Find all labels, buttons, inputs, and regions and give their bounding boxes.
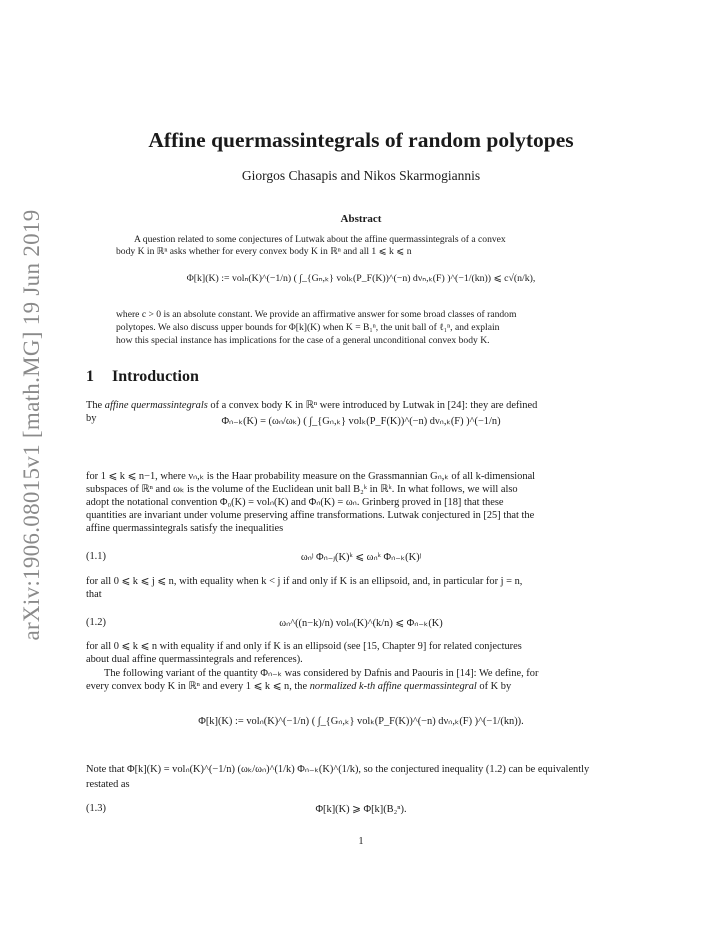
equation-1-2: ωₙ^((n−k)/n) volₙ(K)^(k/n) ⩽ Φₙ₋ₖ(K) xyxy=(279,618,443,629)
paragraph-line: for all 0 ⩽ k ⩽ n with equality if and only if K is an ellipsoid (see [15, Chapter 9] for related conjectures xyxy=(86,641,522,652)
abstract-line: how this special instance has implications for the case of a general unconditional convex body K. xyxy=(116,335,490,346)
text-run: of K by xyxy=(476,681,512,692)
abstract-line: body K in ℝⁿ asks whether for every convex body K in ℝⁿ and all 1 ⩽ k ⩽ n xyxy=(116,246,412,257)
paragraph-line: about dual affine quermassintegrals and references). xyxy=(86,654,303,665)
equation-1-3: Φ[k](K) ⩾ Φ[k](B₂ⁿ). xyxy=(315,804,407,815)
abstract-heading: Abstract xyxy=(340,213,382,225)
paragraph-line xyxy=(86,680,636,693)
paragraph-line: subspaces of ℝⁿ and ωₖ is the volume of the Euclidean unit ball B₂ᵏ in ℝᵏ. In what follows, we will also xyxy=(86,484,518,495)
paragraph-line: by xyxy=(86,413,97,424)
paragraph-line: that xyxy=(86,589,102,600)
abstract-line: where c > 0 is an absolute constant. We provide an affirmative answer for some broad classes of random xyxy=(116,309,517,320)
equation-normalized-quermassintegral: Φ[k](K) := volₙ(K)^(−1/n) ( ∫_{Gₙ,ₖ} volₖ(P_F(K))^(−n) dνₙ,ₖ(F) )^(−1/(kn)). xyxy=(198,716,524,727)
text-run: The xyxy=(86,400,105,411)
equation-number: (1.1) xyxy=(86,551,106,562)
equation-number: (1.2) xyxy=(86,617,106,628)
paragraph-line: for 1 ⩽ k ⩽ n−1, where νₙ,ₖ is the Haar probability measure on the Grassmannian Gₙ,ₖ of all k-dimensional xyxy=(86,471,536,482)
text-run: every convex body K in ℝⁿ and every 1 ⩽ k ⩽ n, the xyxy=(86,681,310,692)
page-number: 1 xyxy=(358,836,364,847)
equation-number: (1.3) xyxy=(86,803,106,814)
emphasis-text: affine quermassintegrals xyxy=(104,400,208,411)
section-number: 1 xyxy=(86,368,94,385)
paragraph-line: The following variant of the quantity Φₙ₋ₖ was considered by Dafnis and Paouris in [14]: We define, for xyxy=(104,668,539,679)
paragraph-line: affine quermassintegrals satisfy the inequalities xyxy=(86,523,284,534)
arxiv-stamp-text: arXiv:1906.08015v1 [math.MG] 19 Jun 2019 xyxy=(19,209,44,641)
paper-title: Affine quermassintegrals of random polytopes xyxy=(148,128,574,152)
paragraph-line: restated as xyxy=(86,779,130,790)
section-title: Introduction xyxy=(112,368,199,385)
paragraph-line: Note that Φ[k](K) = volₙ(K)^(−1/n) (ωₖ/ωₙ)^(1/k) Φₙ₋ₖ(K)^(1/k), so the conjectured inequality (1.2) can be equivalently xyxy=(86,764,590,775)
emphasis-text: normalized k-th affine quermassintegral xyxy=(309,681,477,692)
abstract-line: polytopes. We also discuss upper bounds for Φ[k](K) when K = B₁ⁿ, the unit ball of ℓ₁ⁿ, and explain xyxy=(116,322,500,333)
equation-affine-quermassintegral: Φₙ₋ₖ(K) = (ωₙ/ωₖ) ( ∫_{Gₙ,ₖ} volₖ(P_F(K))^(−n) dνₙ,ₖ(F) )^(−1/n) xyxy=(221,416,501,427)
abstract-line: A question related to some conjectures of Lutwak about the affine quermassintegrals of a convex xyxy=(134,234,506,245)
paper-authors: Giorgos Chasapis and Nikos Skarmogiannis xyxy=(241,168,481,183)
section-heading xyxy=(86,368,199,386)
paragraph-line: adopt the notational convention Φ₀(K) = volₙ(K) and Φₙ(K) = ωₙ. Grinberg proved in [18] that these xyxy=(86,497,504,508)
abstract-equation: Φ[k](K) := volₙ(K)^(−1/n) ( ∫_{Gₙ,ₖ} volₖ(P_F(K))^(−n) dνₙ,ₖ(F) )^(−1/(kn)) ⩽ c√(n/k), xyxy=(186,273,536,284)
paragraph-line: for all 0 ⩽ k ⩽ j ⩽ n, with equality when k < j if and only if K is an ellipsoid, and, in particular for j = n, xyxy=(86,576,523,587)
text-run: of a convex body K in ℝⁿ were introduced by Lutwak in [24]: they are defined xyxy=(207,400,538,411)
arxiv-stamp xyxy=(8,205,56,645)
equation-1-1: ωₙʲ Φₙ₋ⱼ(K)ᵏ ⩽ ωₙᵏ Φₙ₋ₖ(K)ʲ xyxy=(300,552,422,563)
paragraph-line: quantities are invariant under volume preserving affine transformations. Lutwak conjectured in [25] that the xyxy=(86,510,535,521)
